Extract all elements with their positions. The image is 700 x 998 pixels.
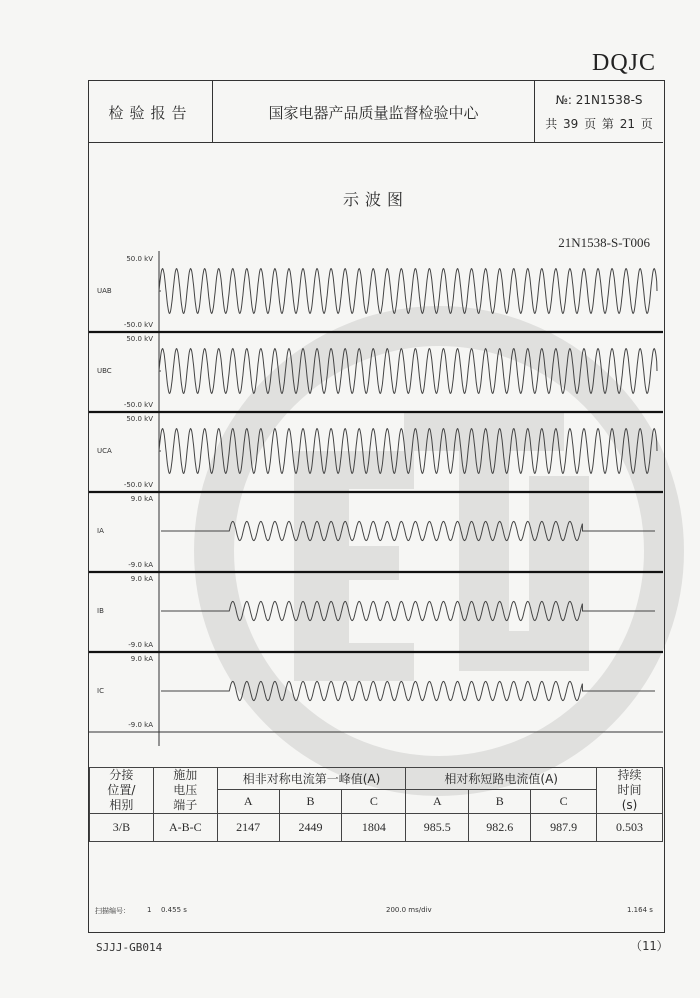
report-type: 检验报告 [89,81,213,143]
cell-rms-b: 982.6 [469,814,531,842]
report-meta [535,81,663,143]
header-peak-b: B [279,790,342,814]
channel-max-label: 50.0 kV [126,415,153,423]
header-peak-c: C [342,790,406,814]
channel-name: IC [97,687,104,695]
time-end: 1.164 s [627,906,653,914]
results-table [89,767,663,842]
channel-max-label: 50.0 kV [126,255,153,263]
channel-min-label: -50.0 kV [123,401,153,409]
channel-min-label: -50.0 kV [123,321,153,329]
oscillogram-plot [89,251,663,746]
time-axis [89,904,663,916]
header-rms-a: A [406,790,469,814]
page-title: 示波图 [342,190,409,209]
cell-peak-a: 2147 [217,814,279,842]
channel-name: IB [97,607,104,615]
cell-rms-a: 985.5 [406,814,469,842]
header-rms-b: B [469,790,531,814]
channel-min-label: -9.0 kA [128,721,153,729]
cell-rms-c: 987.9 [531,814,597,842]
page-count: 共 39 页 第 21 页 [545,117,653,131]
cell-peak-c: 1804 [342,814,406,842]
report-header [89,81,663,143]
oscillogram-id: 21N1538-S-T006 [558,235,650,250]
group-peak-current: 相非对称电流第一峰值(A) [217,768,406,790]
channel-name: IA [97,527,104,535]
cell-terminal: A-B-C [153,814,217,842]
col-terminal: 施加 电压 端子 [153,768,217,814]
channel-max-label: 9.0 kA [130,575,153,583]
col-duration: 持续 时间 (s) [597,768,663,814]
time-start: 0.455 s [161,906,187,914]
waveform-ubc [159,349,657,394]
channel-name: UCA [97,447,112,455]
channel-min-label: -9.0 kA [128,561,153,569]
page-number: （11） [630,939,669,953]
channel-name: UAB [97,287,112,295]
channel-max-label: 9.0 kA [130,495,153,503]
cell-tap: 3/B [90,814,154,842]
group-symmetric-current: 相对称短路电流值(A) [406,768,597,790]
time-division: 200.0 ms/div [386,906,432,914]
report-number: №: 21N1538-S [555,93,643,107]
scan-number: 1 [147,906,152,914]
waveform-ic [161,681,655,700]
waveform-ib [161,601,655,620]
channel-name: UBC [97,367,112,375]
channel-min-label: -9.0 kA [128,641,153,649]
waveform-uab [159,269,657,314]
cell-duration: 0.503 [597,814,663,842]
channel-max-label: 50.0 kV [126,335,153,343]
waveform-ia [161,521,655,540]
brand-code: DQJC [592,50,657,76]
header-rms-c: C [531,790,597,814]
col-tap: 分接 位置/ 相别 [90,768,154,814]
report-frame [88,80,665,933]
waveform-uca [159,429,657,474]
scan-label: 扫描编号： [95,907,130,915]
channel-max-label: 9.0 kA [130,655,153,663]
channel-min-label: -50.0 kV [123,481,153,489]
form-code: SJJJ-GB014 [96,941,163,954]
institution-name: 国家电器产品质量监督检验中心 [213,81,535,143]
header-peak-a: A [217,790,279,814]
table-row [90,814,663,842]
cell-peak-b: 2449 [279,814,342,842]
